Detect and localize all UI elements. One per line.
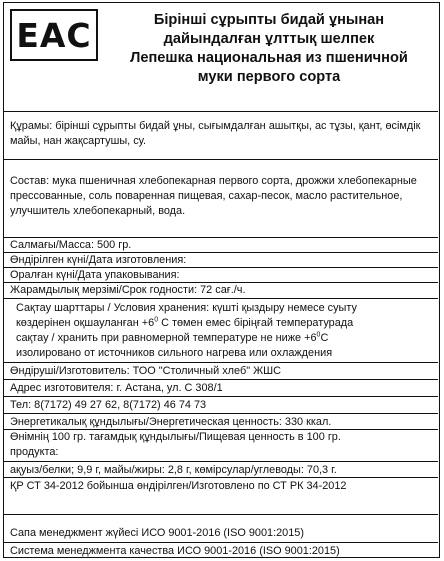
quality-system [4, 515, 438, 557]
composition-kz: Құрамы: бірінші сұрыпты бидай ұны, сығымдалған ашытқы, ас тұзы, қант, өсімдік майы, нан жақсартушы, су. [4, 115, 438, 160]
nutrition-line2: продукта: [10, 446, 59, 458]
title-kz-line2: дайындалған ұлттық шелпек [163, 31, 375, 47]
storage-line2: көздерінен оқшауланған $+6^0$ С төмен емес біріңғай температурада [16, 316, 354, 329]
standard: ҚР СТ 34-2012 бойынша өндірілген/Изготовлено по СТ РК 34-2012 [4, 478, 438, 515]
eac-mark [10, 9, 98, 61]
title-ru-line1: Лепешка национальная из пшеничной [130, 50, 408, 66]
phone: Тел: 8(7172) 49 27 62, 8(7172) 46 74 73 [4, 397, 438, 414]
quality-ru: Система менеджмента качества ИСО 9001-2016 (ISO 9001:2015) [10, 545, 340, 557]
storage-line3: сақтау / хранить при равномерной температуре не ниже $+6^0С$ [16, 331, 329, 344]
energy-value: Энергетикалық құндылығы/Энергетическая ценность: 330 ккал. [4, 414, 438, 430]
product-title [104, 11, 434, 87]
address: Адрес изготовителя: г. Астана, ул. С 308/1 [4, 380, 438, 397]
title-kz-line1: Бірінші сұрыпты бидай ұнынан [153, 12, 385, 28]
nutrition-values: ақуыз/белки; 9,9 г, майы/жиры: 2,8 г, көмірсулар/углеводы: 70,3 г. [4, 462, 438, 478]
composition-ru: Состав: мука пшеничная хлебопекарная первого сорта, дрожжи хлебопекарные прессованные, соль поваренная пищевая, сахар-песок, масло растительное, улучшитель хлебопекарный, вода. [4, 160, 438, 238]
shelf-life: Жарамдылық мерзімі/Срок годности: 72 сағ./ч. [4, 283, 438, 299]
nutrition-line1: Өнімнің 100 гр. тағамдық құндылығы/Пищевая ценность в 100 гр. [10, 431, 341, 443]
manufacture-date: Өндірілген күні/Дата изготовления: [4, 253, 438, 268]
storage-line1: Сақтау шарттары / Условия хранения: күшті қыздыру немесе суыту [16, 302, 357, 314]
storage-conditions [4, 299, 438, 363]
label-header [4, 3, 438, 112]
quality-kz: Сапа менеджмент жүйесі ИСО 9001-2016 (ISO 9001:2015) [4, 526, 438, 543]
storage-line4: изолировано от источников сильного нагрева или охлаждения [16, 347, 333, 359]
product-label [3, 2, 440, 558]
nutrition-heading [4, 430, 438, 462]
producer: Өндіруші/Изготовитель: ТОО "Столичный хлеб" ЖШС [4, 363, 438, 380]
eac-logo-text: EAC [16, 15, 92, 55]
mass: Салмағы/Масса: 500 гр. [4, 238, 438, 253]
title-ru-line2: муки первого сорта [197, 69, 341, 85]
packing-date: Оралған күні/Дата упаковывания: [4, 268, 438, 283]
